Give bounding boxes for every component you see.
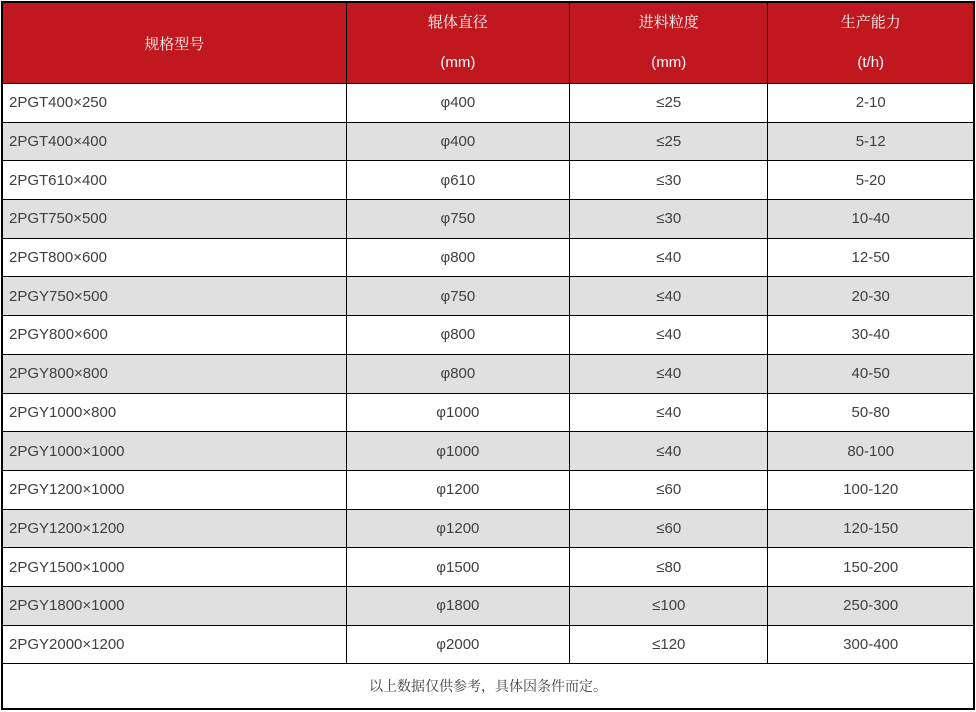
cell-feed-size: ≤40 [570, 354, 768, 393]
footer-note: 以上数据仅供参考，具体因条件而定。 [2, 664, 974, 709]
header-capacity-unit: (t/h) [857, 54, 885, 71]
table-row [2, 238, 974, 277]
cell-model: 2PGY800×600 [2, 316, 346, 355]
cell-capacity: 250-300 [768, 586, 974, 625]
cell-feed-size: ≤100 [570, 586, 768, 625]
cell-roller-diameter: φ1500 [346, 548, 570, 587]
cell-roller-diameter: φ800 [346, 354, 570, 393]
table-row [2, 84, 974, 123]
table-row [2, 393, 974, 432]
spec-table-footer [2, 664, 974, 709]
cell-feed-size: ≤80 [570, 548, 768, 587]
table-row [2, 625, 974, 664]
cell-capacity: 2-10 [768, 84, 974, 123]
header-roller-diameter [346, 2, 570, 84]
header-feed-size [570, 2, 768, 84]
cell-roller-diameter: φ1200 [346, 470, 570, 509]
cell-feed-size: ≤60 [570, 470, 768, 509]
cell-roller-diameter: φ750 [346, 277, 570, 316]
cell-feed-size: ≤40 [570, 432, 768, 471]
cell-feed-size: ≤40 [570, 316, 768, 355]
table-row [2, 122, 974, 161]
header-capacity-label: 生产能力 [840, 14, 901, 31]
cell-roller-diameter: φ610 [346, 161, 570, 200]
cell-feed-size: ≤60 [570, 509, 768, 548]
cell-capacity: 40-50 [768, 354, 974, 393]
footer-row [2, 664, 974, 709]
cell-capacity: 50-80 [768, 393, 974, 432]
cell-capacity: 30-40 [768, 316, 974, 355]
cell-model: 2PGT400×250 [2, 84, 346, 123]
cell-capacity: 20-30 [768, 277, 974, 316]
cell-feed-size: ≤40 [570, 277, 768, 316]
cell-roller-diameter: φ1200 [346, 509, 570, 548]
cell-capacity: 12-50 [768, 238, 974, 277]
cell-feed-size: ≤30 [570, 161, 768, 200]
cell-roller-diameter: φ1000 [346, 432, 570, 471]
table-row [2, 548, 974, 587]
cell-capacity: 10-40 [768, 200, 974, 239]
cell-roller-diameter: φ2000 [346, 625, 570, 664]
cell-model: 2PGT610×400 [2, 161, 346, 200]
cell-model: 2PGY2000×1200 [2, 625, 346, 664]
cell-capacity: 150-200 [768, 548, 974, 587]
header-capacity [768, 2, 974, 84]
cell-feed-size: ≤120 [570, 625, 768, 664]
cell-capacity: 100-120 [768, 470, 974, 509]
cell-roller-diameter: φ800 [346, 316, 570, 355]
header-model [2, 2, 346, 84]
spec-table [1, 1, 975, 710]
header-model-label: 规格型号 [144, 35, 205, 53]
spec-table-header [2, 2, 974, 84]
cell-model: 2PGY1800×1000 [2, 586, 346, 625]
table-row [2, 470, 974, 509]
spec-table-body [2, 84, 974, 664]
cell-capacity: 120-150 [768, 509, 974, 548]
table-row [2, 277, 974, 316]
cell-model: 2PGT800×600 [2, 238, 346, 277]
table-row [2, 509, 974, 548]
cell-feed-size: ≤25 [570, 84, 768, 123]
cell-model: 2PGY1000×1000 [2, 432, 346, 471]
table-row [2, 200, 974, 239]
cell-roller-diameter: φ750 [346, 200, 570, 239]
table-row [2, 432, 974, 471]
header-feed-size-label: 进料粒度 [638, 14, 699, 31]
cell-feed-size: ≤40 [570, 238, 768, 277]
cell-model: 2PGY1200×1200 [2, 509, 346, 548]
cell-roller-diameter: φ400 [346, 84, 570, 123]
cell-model: 2PGY800×800 [2, 354, 346, 393]
cell-capacity: 300-400 [768, 625, 974, 664]
cell-roller-diameter: φ400 [346, 122, 570, 161]
cell-feed-size: ≤25 [570, 122, 768, 161]
cell-feed-size: ≤30 [570, 200, 768, 239]
table-row [2, 586, 974, 625]
cell-model: 2PGY1200×1000 [2, 470, 346, 509]
header-roller-diameter-label: 辊体直径 [427, 14, 488, 31]
cell-capacity: 5-20 [768, 161, 974, 200]
header-feed-size-unit: (mm) [651, 54, 687, 71]
table-row [2, 354, 974, 393]
table-row [2, 316, 974, 355]
cell-capacity: 5-12 [768, 122, 974, 161]
cell-roller-diameter: φ800 [346, 238, 570, 277]
cell-feed-size: ≤40 [570, 393, 768, 432]
cell-model: 2PGY750×500 [2, 277, 346, 316]
cell-model: 2PGT400×400 [2, 122, 346, 161]
cell-roller-diameter: φ1800 [346, 586, 570, 625]
cell-roller-diameter: φ1000 [346, 393, 570, 432]
cell-model: 2PGT750×500 [2, 200, 346, 239]
cell-capacity: 80-100 [768, 432, 974, 471]
header-row [2, 2, 974, 84]
cell-model: 2PGY1000×800 [2, 393, 346, 432]
header-roller-diameter-unit: (mm) [440, 54, 476, 71]
cell-model: 2PGY1500×1000 [2, 548, 346, 587]
table-row [2, 161, 974, 200]
